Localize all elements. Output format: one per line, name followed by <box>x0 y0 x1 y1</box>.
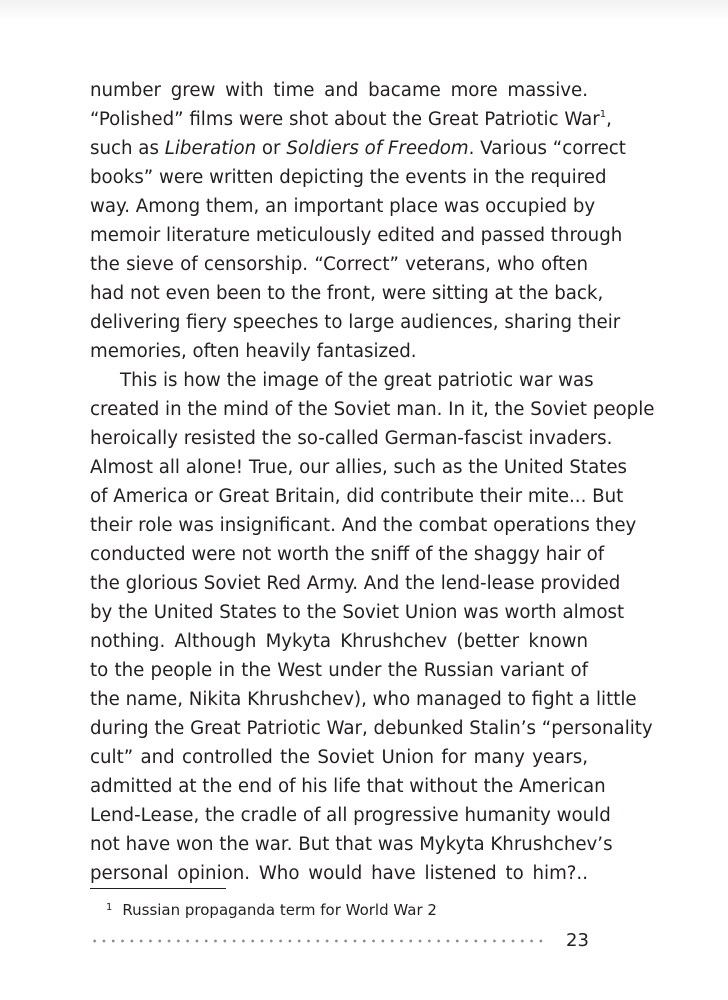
body-line: during the Great Patriotic War, debunked Stalin’s “personality <box>90 718 653 739</box>
body-line: to the people in the West under the Russian variant of <box>90 660 588 681</box>
body-line: had not even been to the front, were sitting at the back, <box>90 283 604 304</box>
body-line-text: , <box>606 109 612 130</box>
body-line <box>90 105 612 134</box>
film-title-soldiers-of-freedom: Soldiers of Freedom <box>286 138 469 159</box>
body-line: not have won the war. But that was Mykyta Khrushchev’s <box>90 834 613 855</box>
body-line: the name, Nikita Khrushchev), who managed to fight a little <box>90 689 637 710</box>
body-line: by the United States to the Soviet Union was worth almost <box>90 602 625 623</box>
body-line-text: . Various “correct <box>468 138 626 159</box>
paragraph-start-line: This is how the image of the great patriotic war was <box>120 370 594 391</box>
body-line: memories, often heavily fantasized. <box>90 341 417 362</box>
page-number: 23 <box>566 930 589 951</box>
footnote-reference[interactable]: 1 <box>599 109 607 120</box>
body-line-text: “Polished” films were shot about the Great Patriotic War <box>90 109 600 130</box>
body-line: heroically resisted the so-called German-fascist invaders. <box>90 428 613 449</box>
body-line: Almost all alone! True, our allies, such as the United States <box>90 457 628 478</box>
body-line <box>90 134 626 163</box>
body-line: books” were written depicting the events in the required <box>90 167 607 188</box>
body-line: conducted were not worth the sniff of the shaggy hair of <box>90 544 605 565</box>
body-line: admitted at the end of his life that without the American <box>90 776 606 797</box>
body-line: way. Among them, an important place was occupied by <box>90 196 596 217</box>
body-line: created in the mind of the Soviet man. In it, the Soviet people <box>90 399 655 420</box>
footnote-separator <box>90 888 226 889</box>
footer-dotted-rule <box>90 939 546 943</box>
body-line: number grew with time and bacame more massive. <box>90 80 588 101</box>
film-title-liberation: Liberation <box>164 138 257 159</box>
body-line-text: such as <box>90 138 159 159</box>
body-line: Lend-Lease, the cradle of all progressive humanity would <box>90 805 611 826</box>
body-text <box>90 76 655 888</box>
body-line: nothing. Although Mykyta Khrushchev (better known <box>90 631 588 652</box>
body-line: the sieve of censorship. “Correct” veterans, who often <box>90 254 588 275</box>
body-line: cult” and controlled the Soviet Union for many years, <box>90 747 588 768</box>
footnote <box>106 898 437 920</box>
body-line-text: or <box>261 138 281 159</box>
body-line: the glorious Soviet Red Army. And the lend-lease provided <box>90 573 621 594</box>
footnote-text: Russian propaganda term for World War 2 <box>122 901 437 919</box>
body-line: their role was insignificant. And the combat operations they <box>90 515 637 536</box>
footnote-marker: 1 <box>106 902 113 913</box>
body-line: personal opinion. Who would have listened to him?.. <box>90 863 588 884</box>
body-line: memoir literature meticulously edited and passed through <box>90 225 623 246</box>
page-top-edge <box>0 0 728 20</box>
body-line: of America or Great Britain, did contribute their mite... But <box>90 486 624 507</box>
body-line: delivering fiery speeches to large audiences, sharing their <box>90 312 621 333</box>
